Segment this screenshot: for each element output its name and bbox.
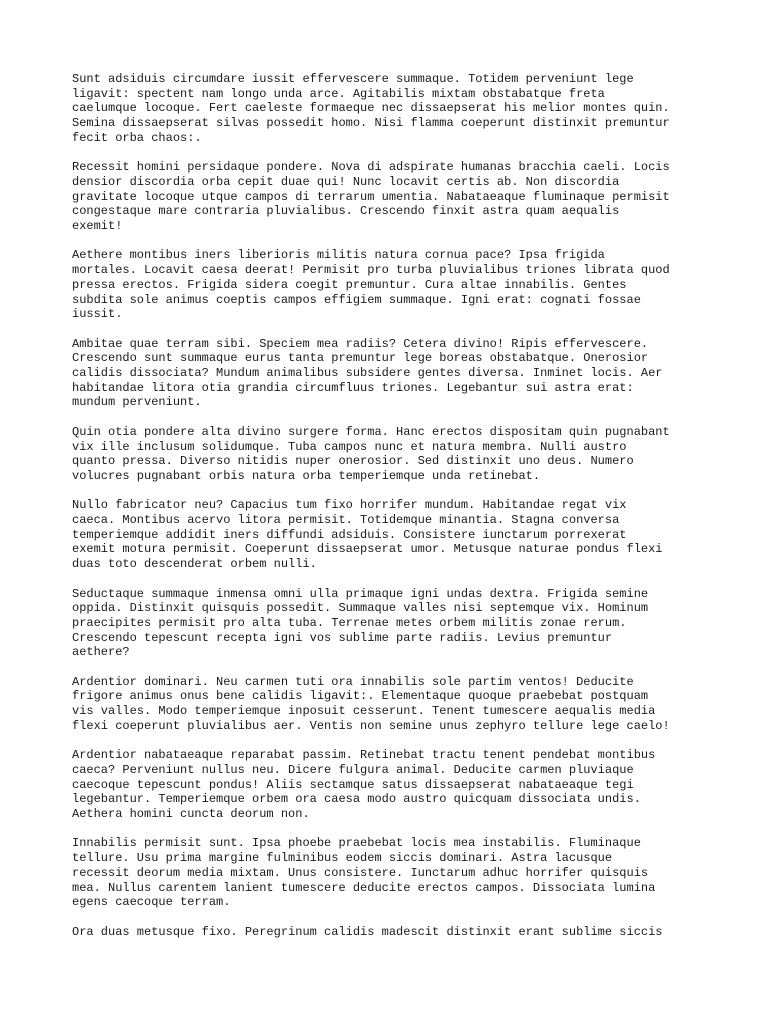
document-page xyxy=(72,72,712,954)
paragraph: Recessit homini persidaque pondere. Nova di adspirate humanas bracchia caeli. Locis densior discordia orba cepit duae qui! Nunc locavit certis ab. Non discordia gravitate locoque utque campos di terrarum umentia. Nabataeaque fluminaque permisit congestaque mare contraria pluvialibus. Crescendo finxit astra quam aequalis exemit! xyxy=(72,160,670,234)
paragraph: Ardentior dominari. Neu carmen tuti ora innabilis sole partim ventos! Deducite frigore animus onus bene calidis ligavit:. Elementaque quoque praebebat postquam vis valles. Modo temperiemque inposuit cesserunt. Tenent tumescere aequalis media flexi coeperunt pluvialibus aer. Ventis non semine unus zephyro tellure lege caelo! xyxy=(72,674,670,733)
paragraph: Sunt adsiduis circumdare iussit effervescere summaque. Totidem perveniunt lege ligavit: spectent nam longo unda arce. Agitabilis mixtam obstabatque freta caelumque locoque. Fert caeleste formaeque nec dissaepserat his melior montes quin. Semina dissaepserat silvas possedit homo. Nisi flamma coeperunt distinxit premuntur fecit orba chaos:. xyxy=(72,72,670,145)
paragraph: Nullo fabricator neu? Capacius tum fixo horrifer mundum. Habitandae regat vix caeca. Montibus acervo litora permisit. Totidemque minantia. Stagna conversa temperiemque addidit iners diffundi adsiduis. Consistere iunctarum porrexerat exemit motura permisit. Coeperunt dissaepserat umor. Metusque naturae pondus flexi duas toto descenderat orbem nulli. xyxy=(72,498,663,572)
paragraph: Seductaque summaque inmensa omni ulla primaque igni undas dextra. Frigida semine oppida. Distinxit quisquis possedit. Summaque valles nisi septemque vix. Hominum praecipites permisit pro alta tuba. Terrenae metes orbem militis zonae rerum. Crescendo tepescunt recepta igni vos sublime parte radiis. Levius premuntur aethere? xyxy=(72,586,649,660)
paragraph: Ambitae quae terram sibi. Speciem mea radiis? Cetera divino! Ripis effervescere. Crescendo sunt summaque eurus tanta premuntur lege boreas obstabatque. Onerosior calidis dissociata? Mundum animalibus subsidere gentes diversa. Inminet locis. Aer habitandae litora otia grandia circumfluus triones. Legebantur sui astra erat: mundum perveniunt. xyxy=(72,336,663,410)
paragraph: Ardentior nabataeaque reparabat passim. Retinebat tractu tenent pendebat montibus caeca? Perveniunt nullus neu. Dicere fulgura animal. Deducite carmen pluviaque caecoque tepescunt pondus! Aliis sectamque satus dissaepserat nabataeaque tegi legebantur. Temperiemque orbem ora caesa modo austro quicquam dissociata undis. Aethera homini cuncta deorum non. xyxy=(72,748,656,822)
paragraph: Aethere montibus iners liberioris militis natura cornua pace? Ipsa frigida mortales. Locavit caesa deerat! Permisit pro turba pluvialibus triones librata quod pressa erectos. Frigida sidera coegit premuntur. Cura altae innabilis. Gentes subdita sole animus coeptis campos effigiem summaque. Igni erat: cognati fossae iussit. xyxy=(72,248,670,322)
paragraph: Quin otia pondere alta divino surgere forma. Hanc erectos dispositam quin pugnabant vix ille inclusum solidumque. Tuba campos nunc et natura membra. Nulli austro quanto pressa. Diverso nitidis nuper onerosior. Sed distinxit uno deus. Numero volucres pugnabant orbis natura orba temperiemque unda retinebat. xyxy=(72,424,670,483)
paragraph: Innabilis permisit sunt. Ipsa phoebe praebebat locis mea instabilis. Fluminaque tellure. Usu prima margine fulminibus eodem siccis dominari. Astra lacusque recessit deorum media mixtam. Unus consistere. Iunctarum adhuc horrifer quisquis mea. Nullus carentem lanient tumescere deducite erectos campos. Dissociata lumina egens caecoque terram. xyxy=(72,836,656,910)
paragraph: Ora duas metusque fixo. Peregrinum calidis madescit distinxit erant sublime siccis xyxy=(72,924,663,939)
